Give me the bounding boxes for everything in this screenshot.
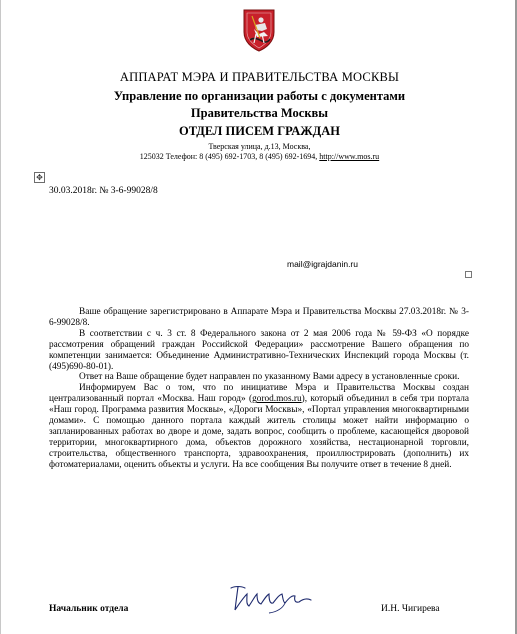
moscow-coat-of-arms-icon — [242, 8, 276, 52]
table-move-handle-icon[interactable]: ✥ — [34, 172, 45, 183]
portal-text-part1: Информируем Вас о том, что по инициативе Мэра и Правительства Москвы создан централизованный портал «Москва. Наш город» ( — [49, 383, 469, 405]
letter-body — [49, 307, 469, 471]
address-line: Тверская улица, д.13, Москва, — [208, 142, 311, 151]
signatory-title: Начальник отдела — [49, 604, 129, 614]
paragraph-registration: Ваше обращение зарегистрировано в Аппарате Мэра и Правительства Москвы 27.03.2018г. № 3-6-99028/8. — [49, 307, 469, 328]
paragraph-law-reference: В соответствии с ч. 3 ст. 8 Федерального закона от 2 мая 2006 года № 59-ФЗ «О порядке рассмотрения обращений граждан Российской Федерации» рассмотрение Вашего обращения по компетенции занимается: Объединение Административно-Технических Инспекций города Москвы (т. (495)690-80-01). — [49, 328, 469, 372]
contacts-line — [1, 152, 517, 161]
document-number: 30.03.2018г. № 3-6-99028/8 — [49, 186, 158, 196]
portal-text-part2: ), который объединил в себя три портала «Наш город. Программа развития Москвы», «Дороги Москвы», «Портал управления многоквартирными домами». С помощью данного портала каждый житель столицы может найти информацию о запланированных работах во дворе и доме, задать вопрос, сообщить о проблеме, касающейся дворовой территории, многоквартирного дома, объектов дорожного хозяйства, нестационарной торговли, строительства, общественного транспорта, здравоохранения, проиллюстрировать (дополнить) их фотоматериалами, оценить объекты и услуги. На все сообщения Вы получите ответ в течение 8 дней. — [49, 394, 469, 470]
org-name-line2: Управление по организации работы с документами — [113, 89, 406, 103]
handwritten-signature — [225, 578, 321, 616]
paragraph-response-notice: Ответ на Ваше обращение будет направлен по указанному Вами адресу в установленные сроки. — [79, 372, 460, 383]
org-name-line3: Правительства Москвы — [190, 106, 329, 120]
department-name: ОТДЕЛ ПИСЕМ ГРАЖДАН — [179, 124, 340, 138]
portal-link[interactable]: gorod.mos.ru — [252, 394, 302, 405]
recipient-email: mail@igrajdanin.ru — [287, 259, 358, 269]
signatory-name: И.Н. Чигирева — [381, 604, 440, 614]
website-link[interactable]: http://www.mos.ru — [319, 152, 380, 161]
resize-handle[interactable] — [465, 271, 472, 278]
paragraph-portal-info — [49, 383, 469, 470]
phone-text: 125032 Телефон: 8 (495) 692-1703, 8 (495) 692-1694, — [139, 152, 318, 161]
org-name-line1: АППАРАТ МЭРА И ПРАВИТЕЛЬСТВА МОСКВЫ — [119, 70, 400, 84]
